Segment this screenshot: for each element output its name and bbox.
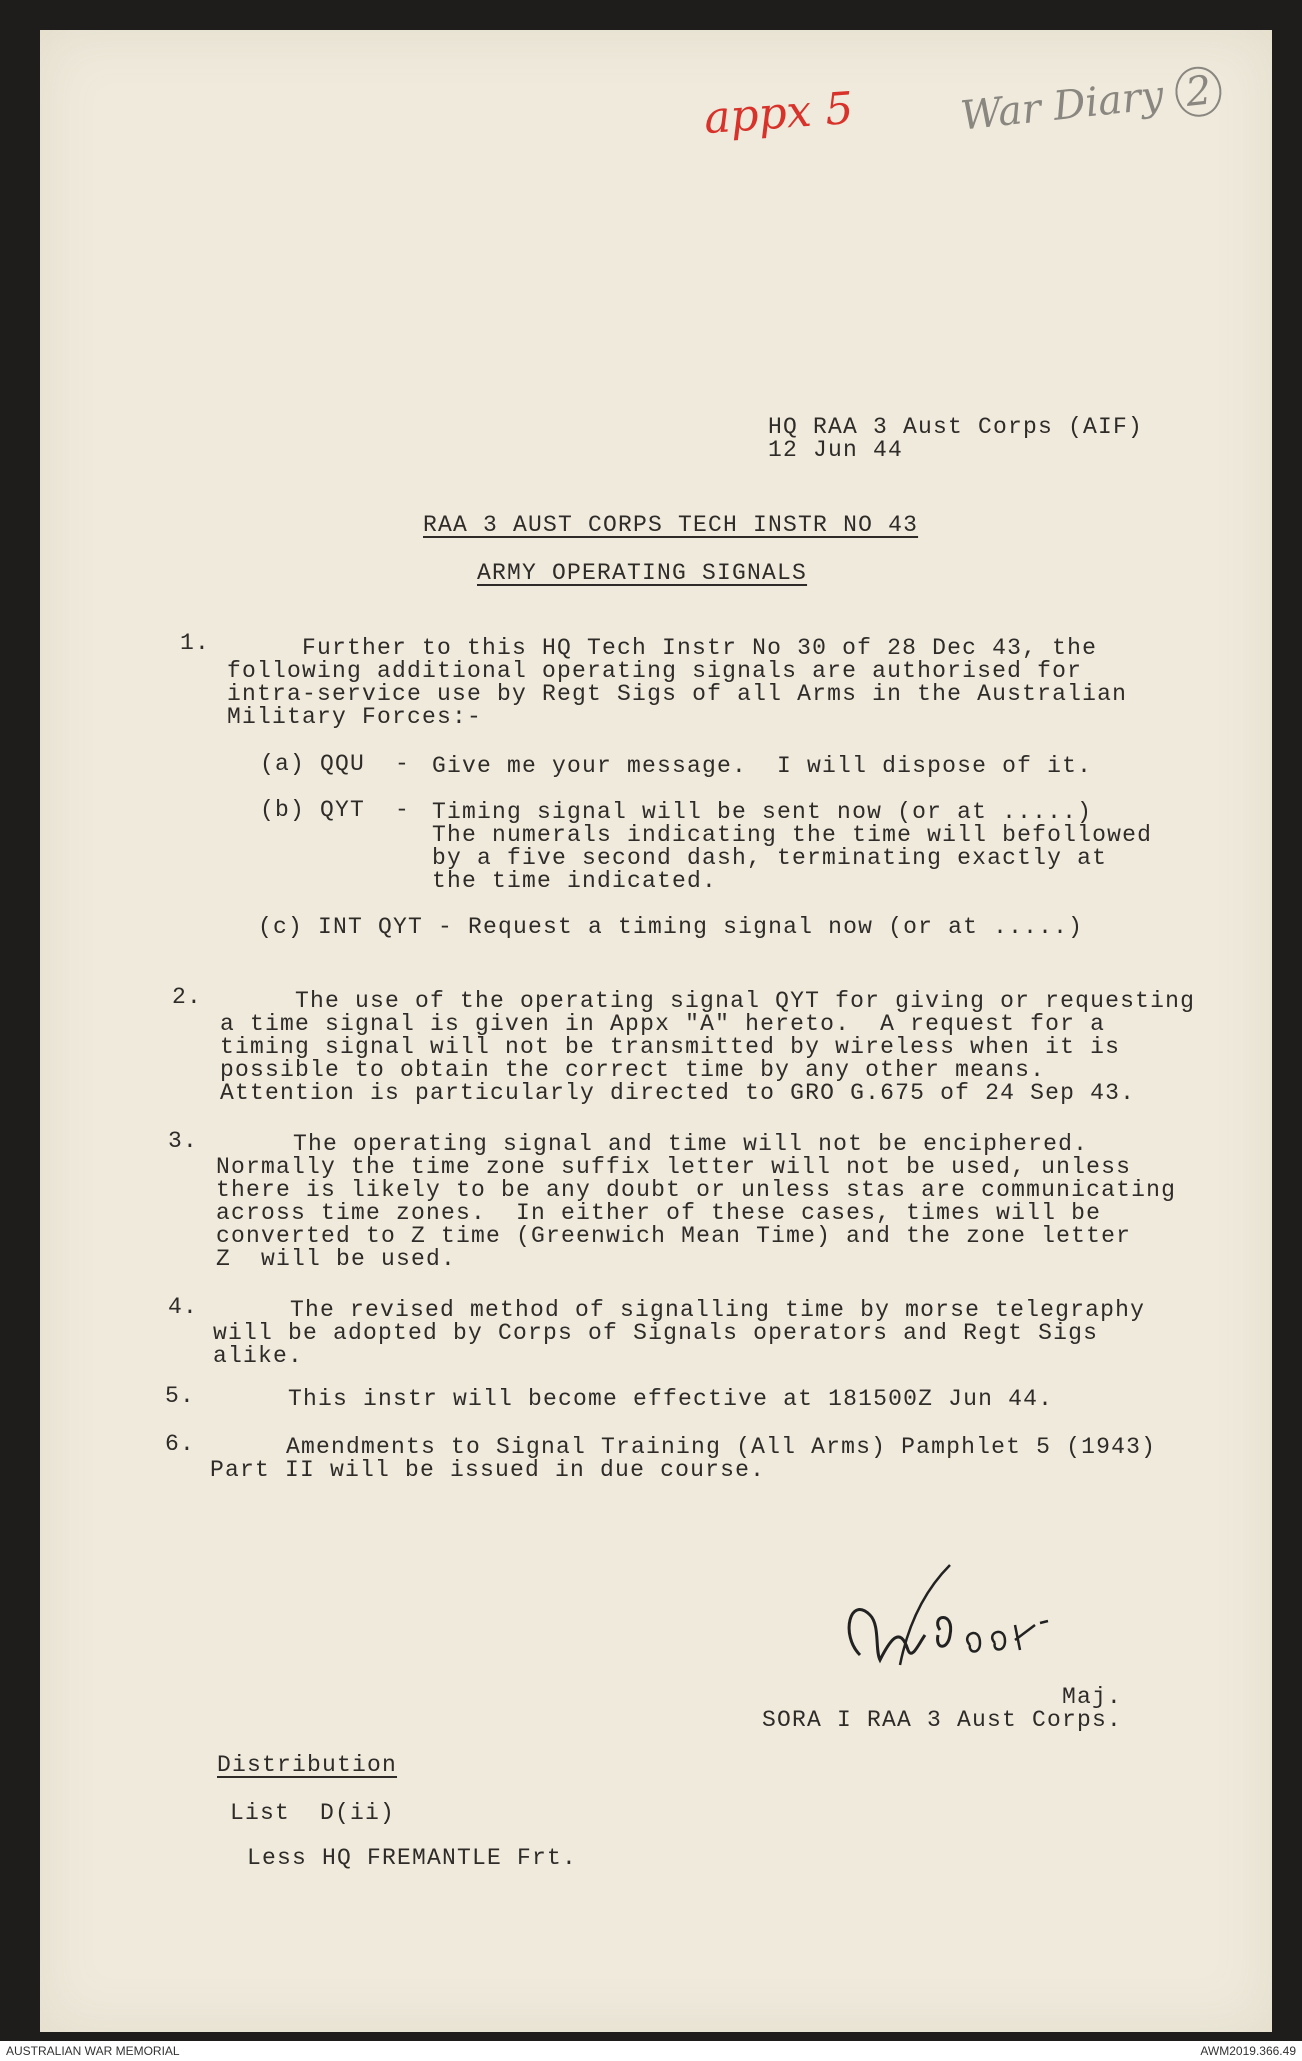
item-c-line: (c) INT QYT - Request a timing signal now (or at .....) [258, 914, 1084, 940]
footer-institution: AUSTRALIAN WAR MEMORIAL [6, 2044, 180, 2058]
para5-line: This instr will become effective at 181500Z Jun 44. [288, 1386, 1054, 1412]
para6-line: Amendments to Signal Training (All Arms) Pamphlet 5 (1943) [286, 1434, 1157, 1460]
para2-number: 2. [172, 984, 203, 1010]
item-b-text: the time indicated. [432, 868, 718, 894]
para3-line: Normally the time zone suffix letter will not be used, unless [216, 1154, 1132, 1180]
handwritten-war-diary-annotation [958, 66, 1223, 139]
para2-line: possible to obtain the correct time by any other means. [220, 1057, 1046, 1083]
para4-number: 4. [168, 1294, 199, 1320]
para4-line: The revised method of signalling time by morse telegraphy [290, 1297, 1146, 1323]
signature-title: SORA I RAA 3 Aust Corps. [762, 1707, 1123, 1733]
document-title: RAA 3 AUST CORPS TECH INSTR NO 43 [423, 512, 919, 538]
para4-line: will be adopted by Corps of Signals operators and Regt Sigs [213, 1320, 1099, 1346]
para1-line: following additional operating signals are authorised for [227, 658, 1083, 684]
para5-number: 5. [165, 1383, 196, 1409]
signature-rank: Maj. [1062, 1684, 1123, 1710]
distribution-heading: Distribution [217, 1752, 398, 1778]
para1-line: intra-service use by Regt Sigs of all Arms in the Australian [227, 681, 1128, 707]
distribution-less: Less HQ FREMANTLE Frt. [247, 1845, 578, 1871]
item-b-text: Timing signal will be sent now (or at .....) [432, 799, 1093, 825]
distribution-list: List D(ii) [230, 1800, 396, 1826]
footer-accession-number: AWM2019.366.49 [1200, 2044, 1296, 2058]
item-b-text: by a five second dash, terminating exactly at [432, 845, 1108, 871]
item-a-label: (a) QQU - [260, 751, 411, 777]
document-subtitle: ARMY OPERATING SIGNALS [477, 560, 808, 586]
para3-line: across time zones. In either of these cases, times will be [216, 1200, 1102, 1226]
para1-line: Military Forces:- [227, 704, 483, 730]
item-b-text: The numerals indicating the time will befollowed [432, 822, 1153, 848]
para2-line: The use of the operating signal QYT for giving or requesting [295, 988, 1196, 1014]
para2-line: Attention is particularly directed to GRO G.675 of 24 Sep 43. [220, 1080, 1136, 1106]
document-page [40, 30, 1272, 2032]
war-diary-text: War Diary [958, 72, 1166, 140]
para1-line: Further to this HQ Tech Instr No 30 of 28 Dec 43, the [302, 635, 1098, 661]
handwritten-appx-annotation: appx 5 [702, 82, 855, 145]
para6-number: 6. [165, 1431, 196, 1457]
item-a-text: Give me your message. I will dispose of it. [432, 753, 1093, 779]
para3-line: there is likely to be any doubt or unless stas are communicating [216, 1177, 1177, 1203]
header-date: 12 Jun 44 [768, 437, 904, 463]
para2-line: timing signal will not be transmitted by wireless when it is [220, 1034, 1121, 1060]
para3-line: Z will be used. [216, 1246, 457, 1272]
item-b-label: (b) QYT - [260, 797, 411, 823]
para3-number: 3. [168, 1128, 199, 1154]
para1-number: 1. [180, 630, 211, 656]
handwritten-signature [830, 1555, 1090, 1685]
header-hq: HQ RAA 3 Aust Corps (AIF) [768, 414, 1144, 440]
para2-line: a time signal is given in Appx "A" hereto. A request for a [220, 1011, 1106, 1037]
para3-line: The operating signal and time will not be enciphered. [293, 1131, 1089, 1157]
para3-line: converted to Z time (Greenwich Mean Time) and the zone letter [216, 1223, 1132, 1249]
war-diary-number: 2 [1173, 64, 1223, 118]
para4-line: alike. [213, 1343, 304, 1369]
para6-line: Part II will be issued in due course. [210, 1457, 766, 1483]
archive-footer [0, 2041, 1302, 2061]
